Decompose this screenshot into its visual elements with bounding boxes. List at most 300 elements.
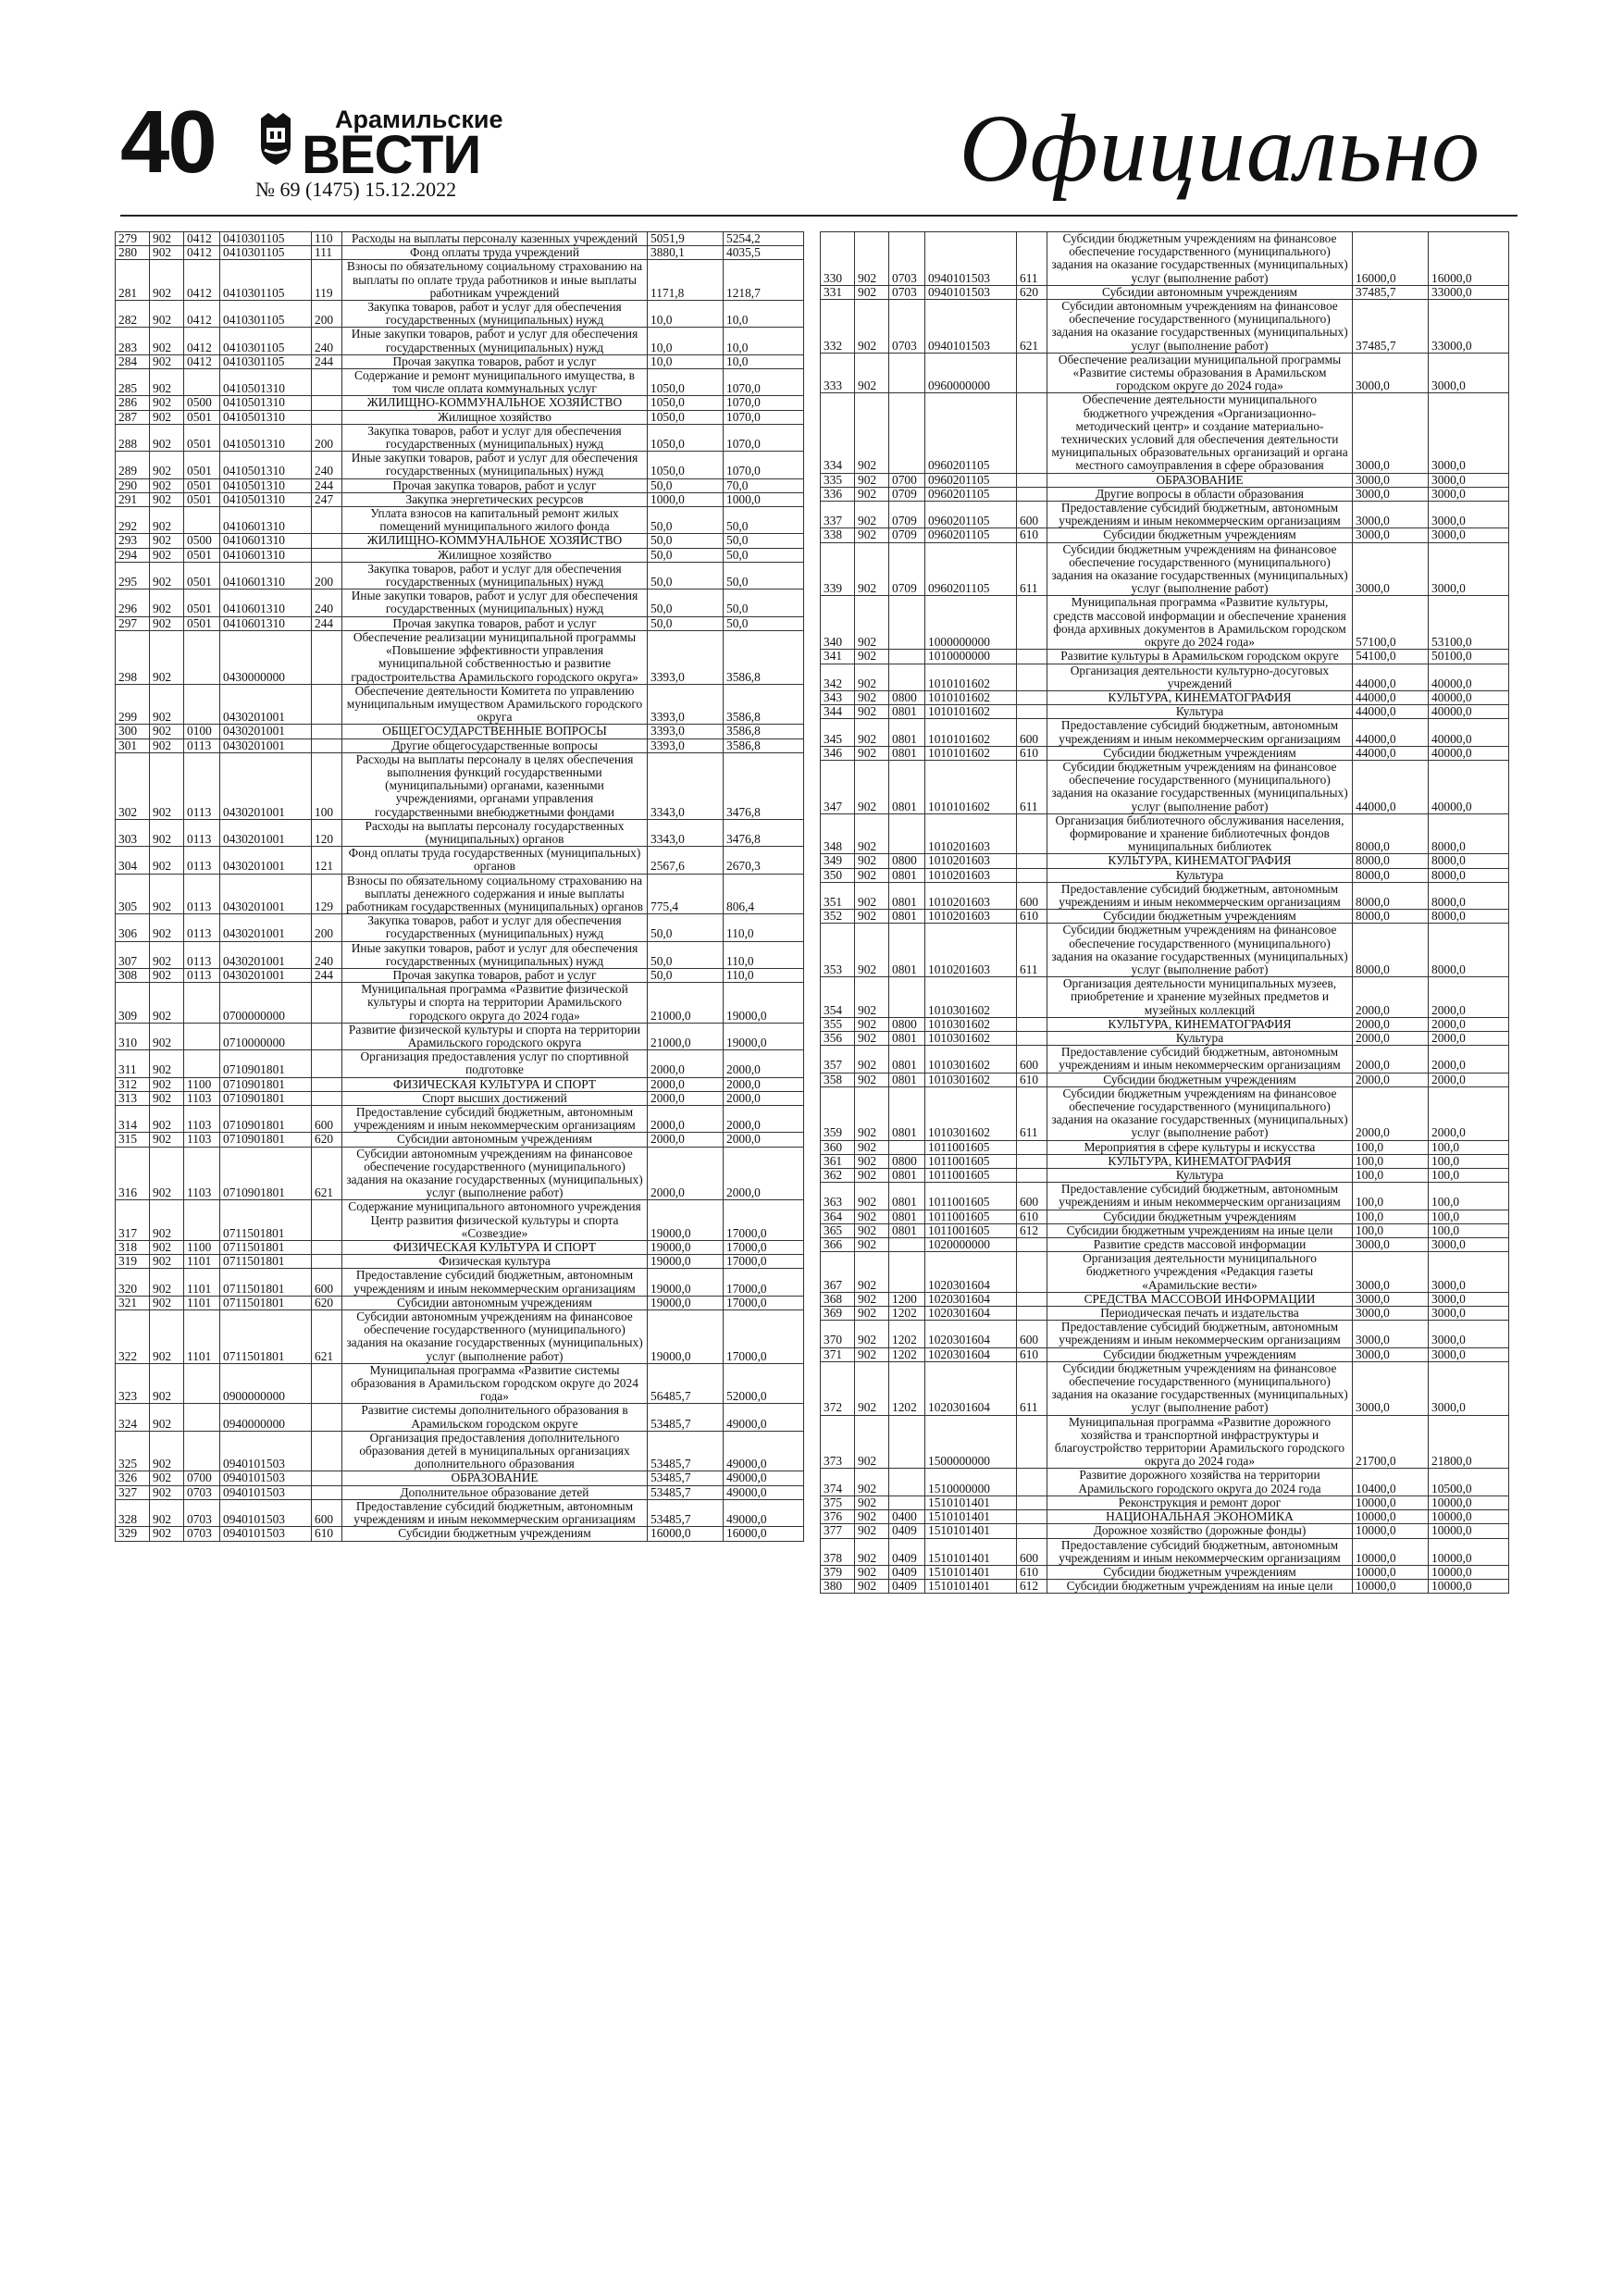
- target-article-code: 1510101401: [925, 1580, 1017, 1594]
- section-code: 0801: [889, 868, 925, 882]
- target-article-code: 0410301105: [220, 232, 312, 246]
- amount-2024: 3000,0: [1429, 542, 1509, 596]
- expense-type-code: [312, 410, 342, 424]
- table-row: [116, 630, 804, 684]
- expense-type-code: 244: [312, 968, 342, 982]
- expense-type-code: 244: [312, 616, 342, 630]
- target-article-code: 0940101503: [925, 285, 1017, 299]
- row-number: 317: [116, 1200, 150, 1241]
- department-code: 902: [855, 1223, 889, 1237]
- row-number: 321: [116, 1296, 150, 1309]
- department-code: 902: [855, 1183, 889, 1210]
- amount-2023: 50,0: [648, 941, 724, 968]
- section-code: [889, 813, 925, 854]
- target-article-code: 1010201603: [925, 813, 1017, 854]
- amount-2023: 3000,0: [1353, 353, 1429, 393]
- target-article-code: 1010201603: [925, 882, 1017, 909]
- row-number: 359: [821, 1086, 855, 1140]
- amount-2023: 8000,0: [1353, 854, 1429, 868]
- amount-2024: 806,4: [724, 874, 804, 914]
- target-article-code: 0430201001: [220, 874, 312, 914]
- section-code: 0500: [184, 534, 220, 548]
- department-code: 902: [855, 746, 889, 760]
- target-article-code: 0940101503: [925, 232, 1017, 286]
- section-code: 0409: [889, 1580, 925, 1594]
- item-description: Субсидии бюджетным учреждениям на иные цели: [1047, 1580, 1353, 1594]
- section-code: 0500: [184, 396, 220, 410]
- row-number: 279: [116, 232, 150, 246]
- row-number: 320: [116, 1269, 150, 1296]
- department-code: 902: [150, 1255, 184, 1269]
- row-number: 348: [821, 813, 855, 854]
- amount-2024: 40000,0: [1429, 719, 1509, 746]
- section-code: 1103: [184, 1147, 220, 1200]
- amount-2024: 21800,0: [1429, 1415, 1509, 1469]
- section-code: 1202: [889, 1347, 925, 1361]
- section-code: 0409: [889, 1565, 925, 1579]
- table-row: [116, 616, 804, 630]
- section-code: 0501: [184, 548, 220, 562]
- department-code: 902: [855, 924, 889, 977]
- amount-2023: 3343,0: [648, 819, 724, 846]
- row-number: 281: [116, 260, 150, 301]
- department-code: 902: [855, 1252, 889, 1293]
- amount-2024: 3000,0: [1429, 1361, 1509, 1415]
- amount-2024: 50100,0: [1429, 650, 1509, 664]
- table-row: [116, 1296, 804, 1309]
- department-code: 902: [855, 813, 889, 854]
- amount-2023: 100,0: [1353, 1169, 1429, 1183]
- target-article-code: 0410301105: [220, 260, 312, 301]
- amount-2023: 3000,0: [1353, 1307, 1429, 1321]
- item-description: НАЦИОНАЛЬНАЯ ЭКОНОМИКА: [1047, 1510, 1353, 1524]
- department-code: 902: [855, 1031, 889, 1045]
- amount-2023: 1050,0: [648, 396, 724, 410]
- item-description: Расходы на выплаты персоналу казенных учреждений: [342, 232, 648, 246]
- section-code: [889, 1415, 925, 1469]
- amount-2024: 1000,0: [724, 492, 804, 506]
- section-code: 0801: [889, 1031, 925, 1045]
- section-code: 0113: [184, 847, 220, 874]
- amount-2024: 2000,0: [724, 1091, 804, 1105]
- amount-2024: 50,0: [724, 507, 804, 534]
- amount-2023: 3343,0: [648, 752, 724, 819]
- department-code: 902: [150, 1133, 184, 1147]
- target-article-code: 0410601310: [220, 507, 312, 534]
- section-code: 0801: [889, 1073, 925, 1086]
- row-number: 357: [821, 1046, 855, 1073]
- expense-type-code: [312, 630, 342, 684]
- expense-type-code: 610: [1017, 528, 1047, 542]
- amount-2024: 1218,7: [724, 260, 804, 301]
- expense-type-code: 600: [1017, 1183, 1047, 1210]
- table-row: [116, 1133, 804, 1147]
- expense-type-code: 120: [312, 819, 342, 846]
- expense-type-code: 611: [1017, 1086, 1047, 1140]
- department-code: 902: [150, 534, 184, 548]
- target-article-code: 1010301602: [925, 1086, 1017, 1140]
- table-row: [116, 507, 804, 534]
- department-code: 902: [150, 752, 184, 819]
- department-code: 902: [855, 910, 889, 924]
- amount-2024: 10000,0: [1429, 1580, 1509, 1594]
- amount-2024: 110,0: [724, 914, 804, 941]
- expense-type-code: 600: [312, 1499, 342, 1526]
- table-row: [821, 285, 1509, 299]
- table-row: [821, 854, 1509, 868]
- item-description: Содержание муниципального автономного учреждения Центр развития физической культуры и спорта «Созвездие»: [342, 1200, 648, 1241]
- section-code: 1101: [184, 1269, 220, 1296]
- department-code: 902: [150, 738, 184, 752]
- table-row: [821, 1524, 1509, 1538]
- section-code: 0801: [889, 760, 925, 813]
- amount-2023: 2000,0: [648, 1091, 724, 1105]
- department-code: 902: [855, 1524, 889, 1538]
- amount-2023: 37485,7: [1353, 300, 1429, 354]
- amount-2023: 50,0: [648, 914, 724, 941]
- target-article-code: 0410501310: [220, 369, 312, 396]
- row-number: 373: [821, 1415, 855, 1469]
- amount-2024: 4035,5: [724, 246, 804, 260]
- expense-type-code: 612: [1017, 1223, 1047, 1237]
- target-article-code: 0960201105: [925, 502, 1017, 528]
- item-description: ЖИЛИЩНО-КОММУНАЛЬНОЕ ХОЗЯЙСТВО: [342, 534, 648, 548]
- table-row: [821, 1183, 1509, 1210]
- target-article-code: 0710901801: [220, 1077, 312, 1091]
- item-description: Субсидии бюджетным учреждениям: [1047, 1210, 1353, 1223]
- target-article-code: 0710901801: [220, 1133, 312, 1147]
- amount-2024: 49000,0: [724, 1471, 804, 1485]
- row-number: 322: [116, 1310, 150, 1364]
- target-article-code: 1011001605: [925, 1140, 1017, 1154]
- row-number: 371: [821, 1347, 855, 1361]
- amount-2023: 50,0: [648, 507, 724, 534]
- item-description: Развитие культуры в Арамильском городском округе: [1047, 650, 1353, 664]
- target-article-code: 0430201001: [220, 847, 312, 874]
- target-article-code: 0410501310: [220, 396, 312, 410]
- department-code: 902: [855, 882, 889, 909]
- table-row: [821, 1347, 1509, 1361]
- amount-2024: 1070,0: [724, 369, 804, 396]
- expense-type-code: 110: [312, 232, 342, 246]
- row-number: 351: [821, 882, 855, 909]
- section-code: 0709: [889, 542, 925, 596]
- amount-2023: 3880,1: [648, 246, 724, 260]
- amount-2023: 1050,0: [648, 369, 724, 396]
- table-row: [821, 910, 1509, 924]
- row-number: 299: [116, 684, 150, 725]
- item-description: Обеспечение реализации муниципальной программы «Развитие системы образования в Арамильском городском округе до 2024 года»: [1047, 353, 1353, 393]
- item-description: Субсидии бюджетным учреждениям на финансовое обеспечение государственного (муниципального) задания на оказание государственных (муниципальных) услуг (выполнение работ): [1047, 924, 1353, 977]
- expense-type-code: 244: [312, 478, 342, 492]
- item-description: Прочая закупка товаров, работ и услуг: [342, 354, 648, 368]
- target-article-code: 0700000000: [220, 983, 312, 1024]
- section-code: 0501: [184, 590, 220, 616]
- table-row: [116, 1404, 804, 1431]
- section-code: 1103: [184, 1091, 220, 1105]
- section-code: 0801: [889, 746, 925, 760]
- amount-2024: 1070,0: [724, 410, 804, 424]
- target-article-code: 0430201001: [220, 914, 312, 941]
- department-code: 902: [855, 1238, 889, 1252]
- department-code: 902: [855, 1469, 889, 1496]
- amount-2024: 33000,0: [1429, 300, 1509, 354]
- expense-type-code: [1017, 473, 1047, 487]
- department-code: 902: [150, 983, 184, 1024]
- expense-type-code: 620: [1017, 285, 1047, 299]
- expense-type-code: [312, 738, 342, 752]
- item-description: КУЛЬТУРА, КИНЕМАТОГРАФИЯ: [1047, 690, 1353, 704]
- table-row: [116, 1499, 804, 1526]
- expense-type-code: [1017, 1524, 1047, 1538]
- table-row: [116, 941, 804, 968]
- expense-type-code: [312, 1241, 342, 1255]
- item-description: ОБРАЗОВАНИЕ: [342, 1471, 648, 1485]
- row-number: 295: [116, 562, 150, 589]
- row-number: 298: [116, 630, 150, 684]
- table-row: [821, 1169, 1509, 1183]
- target-article-code: 1020301604: [925, 1361, 1017, 1415]
- item-description: Муниципальная программа «Развитие культуры, средств массовой информации и обеспечение хранения фонда архивных документов в Арамильском городском округе до 2024 года»: [1047, 596, 1353, 650]
- department-code: 902: [150, 684, 184, 725]
- expense-type-code: [312, 1077, 342, 1091]
- section-code: 1100: [184, 1077, 220, 1091]
- amount-2024: 53100,0: [1429, 596, 1509, 650]
- department-code: 902: [150, 548, 184, 562]
- table-row: [116, 725, 804, 738]
- target-article-code: 1010000000: [925, 650, 1017, 664]
- item-description: Субсидии бюджетным учреждениям: [1047, 910, 1353, 924]
- amount-2023: 3000,0: [1353, 1347, 1429, 1361]
- expense-type-code: [1017, 1140, 1047, 1154]
- table-row: [116, 1050, 804, 1077]
- amount-2024: 100,0: [1429, 1223, 1509, 1237]
- page-number: 40: [120, 93, 216, 192]
- amount-2024: 10000,0: [1429, 1524, 1509, 1538]
- item-description: Субсидии автономным учреждениям на финансовое обеспечение государственного (муниципального) задания на оказание государственных (муниципальных) услуг (выполнение работ): [342, 1310, 648, 1364]
- expense-type-code: 621: [1017, 300, 1047, 354]
- section-code: 0801: [889, 1086, 925, 1140]
- target-article-code: 0430000000: [220, 630, 312, 684]
- item-description: Предоставление субсидий бюджетным, автономным учреждениям и иным некоммерческим организациям: [1047, 502, 1353, 528]
- amount-2023: 1171,8: [648, 260, 724, 301]
- amount-2024: 40000,0: [1429, 690, 1509, 704]
- table-row: [116, 874, 804, 914]
- expense-type-code: 611: [1017, 760, 1047, 813]
- amount-2024: 8000,0: [1429, 868, 1509, 882]
- target-article-code: 0710901801: [220, 1050, 312, 1077]
- amount-2023: 19000,0: [648, 1200, 724, 1241]
- table-row: [116, 847, 804, 874]
- row-number: 308: [116, 968, 150, 982]
- target-article-code: 0410601310: [220, 590, 312, 616]
- amount-2024: 50,0: [724, 590, 804, 616]
- table-row: [821, 300, 1509, 354]
- amount-2023: 5051,9: [648, 232, 724, 246]
- row-number: 366: [821, 1238, 855, 1252]
- section-code: 0412: [184, 328, 220, 354]
- item-description: Организация предоставления дополнительного образования детей в муниципальных организациях дополнительного образования: [342, 1431, 648, 1471]
- row-number: 296: [116, 590, 150, 616]
- row-number: 310: [116, 1023, 150, 1049]
- item-description: Субсидии бюджетным учреждениям: [1047, 1073, 1353, 1086]
- target-article-code: 1010201603: [925, 924, 1017, 977]
- target-article-code: 1010101602: [925, 746, 1017, 760]
- expense-type-code: [1017, 868, 1047, 882]
- expense-type-code: 200: [312, 562, 342, 589]
- target-article-code: 0900000000: [220, 1363, 312, 1404]
- section-code: [184, 507, 220, 534]
- row-number: 323: [116, 1363, 150, 1404]
- section-code: 0801: [889, 1169, 925, 1183]
- target-article-code: 1020301604: [925, 1252, 1017, 1293]
- section-code: 0412: [184, 232, 220, 246]
- amount-2024: 19000,0: [724, 1023, 804, 1049]
- department-code: 902: [855, 232, 889, 286]
- target-article-code: 0711501801: [220, 1269, 312, 1296]
- item-description: Иные закупки товаров, работ и услуг для обеспечения государственных (муниципальных) нужд: [342, 590, 648, 616]
- section-code: 0113: [184, 874, 220, 914]
- logo-title: ВЕСТИ: [302, 125, 481, 185]
- section-code: 0412: [184, 301, 220, 328]
- department-code: 902: [855, 977, 889, 1018]
- amount-2024: 1070,0: [724, 452, 804, 478]
- expense-type-code: 600: [1017, 882, 1047, 909]
- target-article-code: 0711501801: [220, 1255, 312, 1269]
- amount-2023: 3000,0: [1353, 1361, 1429, 1415]
- amount-2023: 1050,0: [648, 452, 724, 478]
- target-article-code: 1010101602: [925, 760, 1017, 813]
- section-code: 1101: [184, 1296, 220, 1309]
- table-row: [821, 1307, 1509, 1321]
- expense-type-code: 610: [1017, 1347, 1047, 1361]
- section-code: 0409: [889, 1524, 925, 1538]
- row-number: 302: [116, 752, 150, 819]
- section-code: 0501: [184, 424, 220, 451]
- row-number: 358: [821, 1073, 855, 1086]
- department-code: 902: [150, 1363, 184, 1404]
- target-article-code: 0940101503: [220, 1527, 312, 1541]
- item-description: Другие общегосударственные вопросы: [342, 738, 648, 752]
- target-article-code: 0940101503: [925, 300, 1017, 354]
- row-number: 289: [116, 452, 150, 478]
- item-description: Реконструкция и ремонт дорог: [1047, 1496, 1353, 1509]
- table-row: [821, 1238, 1509, 1252]
- item-description: Закупка энергетических ресурсов: [342, 492, 648, 506]
- item-description: Прочая закупка товаров, работ и услуг: [342, 616, 648, 630]
- section-code: 1202: [889, 1361, 925, 1415]
- amount-2023: 53485,7: [648, 1471, 724, 1485]
- section-code: [184, 1404, 220, 1431]
- department-code: 902: [855, 1017, 889, 1031]
- target-article-code: 0410501310: [220, 452, 312, 478]
- amount-2024: 3000,0: [1429, 353, 1509, 393]
- target-article-code: 1510101401: [925, 1538, 1017, 1565]
- section-code: [889, 1140, 925, 1154]
- row-number: 307: [116, 941, 150, 968]
- expense-type-code: [1017, 1292, 1047, 1306]
- table-row: [821, 353, 1509, 393]
- amount-2024: 2000,0: [1429, 1086, 1509, 1140]
- row-number: 364: [821, 1210, 855, 1223]
- row-number: 338: [821, 528, 855, 542]
- section-code: [184, 1200, 220, 1241]
- target-article-code: 1010201603: [925, 910, 1017, 924]
- amount-2024: 40000,0: [1429, 664, 1509, 690]
- section-code: [184, 1050, 220, 1077]
- amount-2024: 3476,8: [724, 752, 804, 819]
- amount-2023: 3000,0: [1353, 1238, 1429, 1252]
- item-description: Развитие физической культуры и спорта на территории Арамильского городского округа: [342, 1023, 648, 1049]
- table-row: [116, 1527, 804, 1541]
- table-row: [116, 452, 804, 478]
- amount-2023: 2000,0: [648, 1050, 724, 1077]
- target-article-code: 1020000000: [925, 1238, 1017, 1252]
- amount-2024: 10000,0: [1429, 1510, 1509, 1524]
- expense-type-code: 600: [1017, 1538, 1047, 1565]
- row-number: 293: [116, 534, 150, 548]
- amount-2023: 10,0: [648, 301, 724, 328]
- item-description: Муниципальная программа «Развитие физической культуры и спорта на территории Арамильского городского округа до 2024 года»: [342, 983, 648, 1024]
- item-description: Субсидии бюджетным учреждениям на финансовое обеспечение государственного (муниципального) задания на оказание государственных (муниципальных) услуг (выполнение работ): [1047, 1361, 1353, 1415]
- table-row: [116, 1485, 804, 1499]
- amount-2024: 50,0: [724, 534, 804, 548]
- amount-2023: 54100,0: [1353, 650, 1429, 664]
- item-description: Закупка товаров, работ и услуг для обеспечения государственных (муниципальных) нужд: [342, 562, 648, 589]
- expense-type-code: [312, 983, 342, 1024]
- row-number: 339: [821, 542, 855, 596]
- department-code: 902: [150, 354, 184, 368]
- table-row: [116, 424, 804, 451]
- item-description: КУЛЬТУРА, КИНЕМАТОГРАФИЯ: [1047, 1154, 1353, 1168]
- amount-2023: 10000,0: [1353, 1565, 1429, 1579]
- row-number: 319: [116, 1255, 150, 1269]
- department-code: 902: [150, 424, 184, 451]
- amount-2024: 3000,0: [1429, 487, 1509, 501]
- amount-2024: 17000,0: [724, 1269, 804, 1296]
- row-number: 343: [821, 690, 855, 704]
- amount-2024: 49000,0: [724, 1499, 804, 1526]
- table-row: [821, 1538, 1509, 1565]
- row-number: 355: [821, 1017, 855, 1031]
- amount-2023: 19000,0: [648, 1310, 724, 1364]
- table-row: [116, 1269, 804, 1296]
- amount-2023: 3393,0: [648, 630, 724, 684]
- amount-2023: 3000,0: [1353, 1252, 1429, 1293]
- target-article-code: 0711501801: [220, 1296, 312, 1309]
- expense-type-code: 600: [1017, 1321, 1047, 1347]
- department-code: 902: [150, 396, 184, 410]
- table-row: [821, 882, 1509, 909]
- amount-2023: 100,0: [1353, 1223, 1429, 1237]
- item-description: Субсидии автономным учреждениям: [342, 1296, 648, 1309]
- department-code: 902: [855, 719, 889, 746]
- table-row: [116, 260, 804, 301]
- amount-2024: 3586,8: [724, 684, 804, 725]
- row-number: 304: [116, 847, 150, 874]
- target-article-code: 0410501310: [220, 492, 312, 506]
- section-code: 0801: [889, 719, 925, 746]
- table-row: [116, 1200, 804, 1241]
- amount-2024: 3586,8: [724, 630, 804, 684]
- department-code: 902: [855, 1140, 889, 1154]
- item-description: Расходы на выплаты персоналу в целях обеспечения выполнения функций государственными (муниципальными) органами, казенными учреждениями, органами управления государственными внебюджетными фондами: [342, 752, 648, 819]
- amount-2024: 3000,0: [1429, 528, 1509, 542]
- table-row: [821, 690, 1509, 704]
- row-number: 374: [821, 1469, 855, 1496]
- department-code: 902: [855, 1538, 889, 1565]
- amount-2024: 19000,0: [724, 983, 804, 1024]
